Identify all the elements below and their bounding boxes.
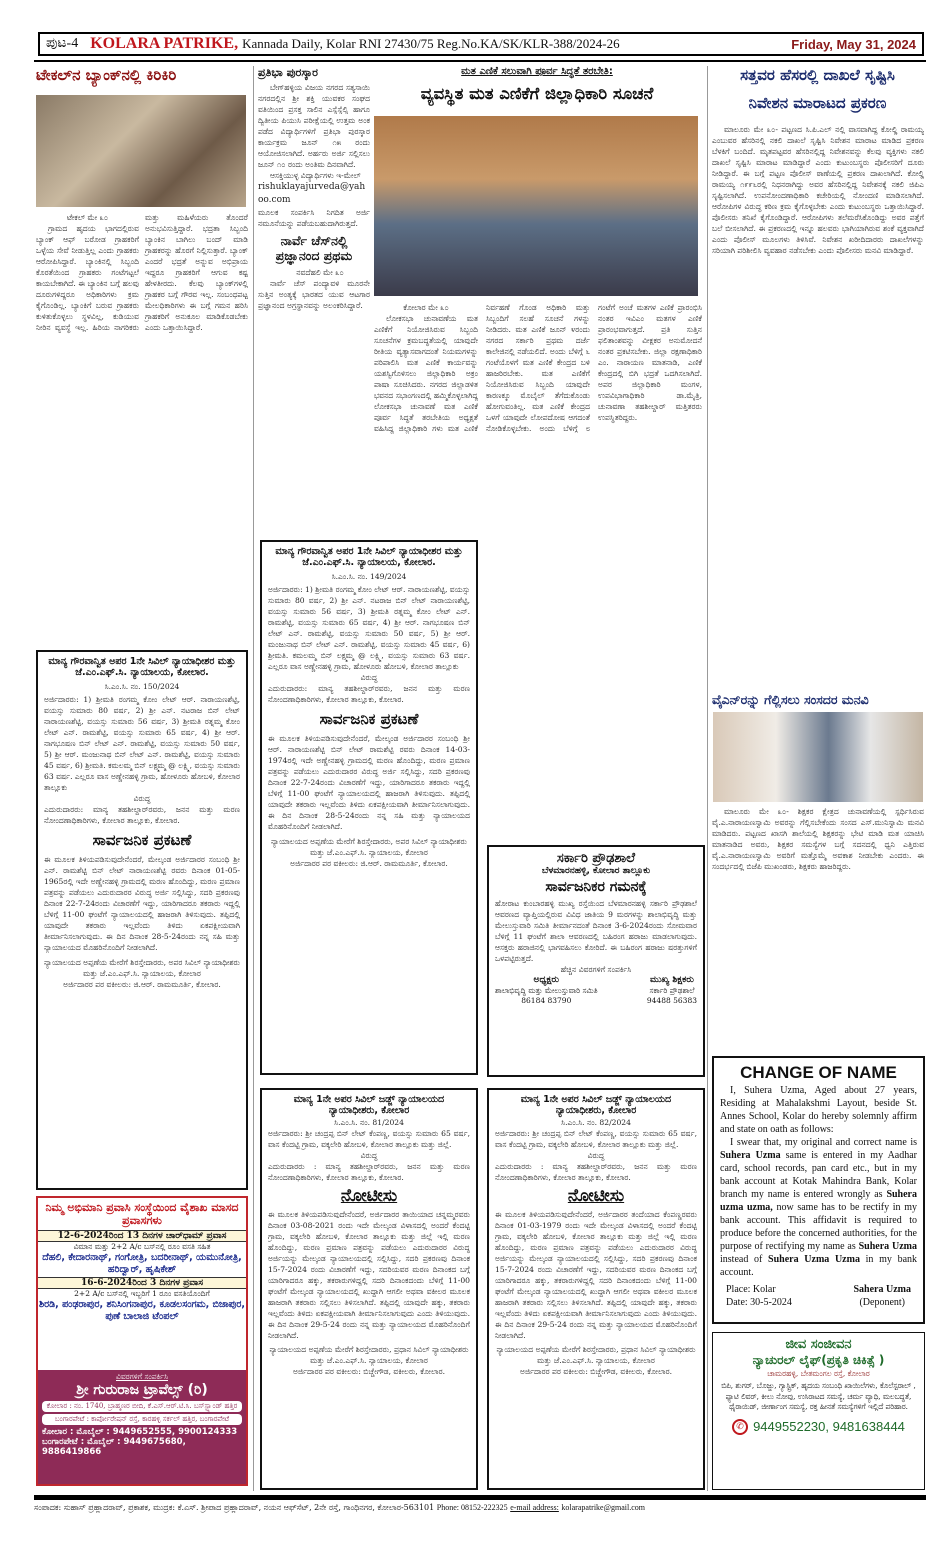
footer-phone: Phone: 08152-222325 bbox=[436, 1503, 508, 1512]
masthead bbox=[38, 32, 924, 56]
fake-doc-headline-1: ಸತ್ತವರ ಹೆಸರಲ್ಲಿ ದಾಖಲೆ ಸೃಷ್ಟಿಸಿ bbox=[740, 66, 895, 84]
court-notice-82 bbox=[487, 1088, 705, 1490]
travel-company: ಶ್ರೀ ಗುರುರಾಜ ಟ್ರಾವೆಲ್ಸ್ (ರಿ) bbox=[76, 1382, 208, 1398]
footer-email-label: e-mail address: bbox=[510, 1503, 559, 1512]
headmaster-contact bbox=[647, 975, 697, 1005]
chess-headline: ನಾರ್ವೆ ಚೆಸ್‌ನಲ್ಲಿ ಪ್ರಜ್ಞಾನಂದ ಪ್ರಥಮ bbox=[275, 233, 353, 264]
school-notice bbox=[487, 845, 705, 1077]
president-contact bbox=[495, 975, 598, 1005]
natural-life-ad bbox=[712, 1332, 925, 1490]
case-number: ಸಿ.ಎಂ.ಸಿ. ನಂ. 150/2024 bbox=[104, 681, 180, 691]
notice-sign: ನ್ಯಾಯಾಲಯದ ಅಪ್ಪಣೆಯ ಮೇರೆಗೆ ಶಿರಸ್ತೇದಾರರು, ಅಪರ ಸಿವಿಲ್ ನ್ಯಾಯಾಧೀಶರು ಮತ್ತು ಜೆ.ಎಂ.ಎಫ್.ಸಿ. ನ್ಯಾಯಾಲಯ, ಕೋಲಾರ bbox=[271, 836, 467, 857]
natural-address: ಚಾಮರಹಳ್ಳಿ, ಬೇತಮಂಗಲ ರಸ್ತೆ, ಕೋಲಾರ bbox=[767, 1368, 870, 1378]
notice-heading: ಸಾರ್ವಜನಿಕ ಪ್ರಕಟಣೆ bbox=[92, 830, 192, 849]
bank-photo bbox=[36, 95, 246, 207]
advocate: ಅರ್ಜಿದಾರರ ಪರ ವಕೀಲರು: ಜಿ.ಆರ್. ರಾಮಮೂರ್ತಿ, ಕೋಲಾರ. bbox=[63, 979, 221, 989]
notice-sign: ನ್ಯಾಯಾಲಯದ ಅಪ್ಪಣೆಯ ಮೇರೆಗೆ ಶಿರಸ್ತೇದಾರರು, ಪ್ರಧಾನ ಸಿವಿಲ್ ನ್ಯಾಯಾಧೀಶರು ಮತ್ತು ಜೆ.ಎಂ.ಎಫ್.ಸಿ. ನ್ಯಾಯಾಲಯ, ಕೋಲಾರ bbox=[496, 1344, 696, 1365]
newspaper-registration: Kannada Daily, Kolar RNI 27430/75 Reg.No.KA/SK/KLR-388/2024-26 bbox=[242, 36, 620, 51]
trip-1: 12-6-2024ರಿಂದ 13 ದಿನಗಳ ಚಾರ್‌ಧಾಮ್ ಪ್ರವಾಸ bbox=[38, 1230, 246, 1242]
petitioners: ಅರ್ಜಿದಾರರು: 1) ಶ್ರೀಮತಿ ರಂಗಮ್ಮ ಕೋಂ ಲೇಟ್ ಆರ್. ನಾರಾಯಣಶೆಟ್ಟಿ, ವಯಸ್ಸು ಸುಮಾರು 80 ವರ್ಷ, 2) ಶ್ರೀ ಎನ್. ನಟರಾಜ ಬಿನ್ ಲೇಟ್ ನಾರಾಯಣಶೆಟ್ಟಿ, ವಯಸ್ಸು ಸುಮಾರು 56 ವರ್ಷ, 3) ಶ್ರೀಮತಿ ರತ್ನಮ್ಮ ಕೋಂ ಲೇಟ್ ಎನ್. ರಾಮಶೆಟ್ಟಿ, ವಯಸ್ಸು ಸುಮಾರು 65 ವರ್ಷ, 4) ಶ್ರೀ ಆರ್. ನಾಗಭೂಷಣ ಬಿನ್ ಲೇಟ್ ಎನ್. ರಾಮಶೆಟ್ಟಿ, ವಯಸ್ಸು ಸುಮಾರು 50 ವರ್ಷ, 5) ಶ್ರೀ ಆರ್. ಮಂಜುನಾಥ ಬಿನ್ ಲೇಟ್ ಎನ್. ರಾಮಶೆಟ್ಟಿ, ವಯಸ್ಸು ಸುಮಾರು 45 ವರ್ಷ, 6) ಶ್ರೀಮತಿ. ಕಮಲಮ್ಮ ಬಿನ್ ಲಕ್ಷ್ಮಮ್ಮ @ ಲಕ್ಷ್ಮಿ, ವಯಸ್ಸು ಸುಮಾರು 63 ವರ್ಷ. ಎಲ್ಲರೂ ವಾಸ ಅಣ್ಣೇನಹಳ್ಳಿ ಗ್ರಾಮ, ಹೋಳೂರು ಹೋಬಳಿ, ಕೋಲಾರ ತಾಲ್ಲೂಕು bbox=[44, 694, 240, 792]
page-number: ಪುಟ-4 bbox=[46, 36, 79, 51]
article-body: ಗ್ರಾಮದ ಹೃದಯ ಭಾಗದಲ್ಲಿರುವ ಬ್ಯಾಂಕ್ ಆಫ್ ಬರೋಡ ಗ್ರಾಹಕರಿಗೆ ಒಳ್ಳೆಯ ಸೇವೆ ನೀಡುತ್ತಿಲ್ಲ ಎಂದು ಗ್ರಾಹಕರು ಆರೋಪಿಸಿದ್ದಾರೆ. ಬ್ಯಾಂಕಿನಲ್ಲಿ ಸಿಬ್ಬಂದಿ ಕೊರತೆಯಿಂದ ಗ್ರಾಹಕರು ಗಂಟೆಗಟ್ಟಲೆ ಕಾಯಬೇಕಾಗಿದೆ. ಈ ಬ್ಯಾಂಕಿನ ಬಗ್ಗೆ ಹಲವು ದೂರುಗಳಿದ್ದರೂ ಅಧಿಕಾರಿಗಳು ಕ್ರಮ ಕೈಗೊಂಡಿಲ್ಲ. ಬ್ಯಾಂಕಿಗೆ ಬರುವ ಗ್ರಾಹಕರು ಕುಳಿತುಕೊಳ್ಳಲು ಸ್ಥಳವಿಲ್ಲ, ಕುಡಿಯುವ ನೀರಿನ ವ್ಯವಸ್ಥೆ ಇಲ್ಲ. ಹಿರಿಯ ನಾಗರಿಕರು ಮತ್ತು ಮಹಿಳೆಯರು ತೊಂದರೆ ಅನುಭವಿಸುತ್ತಿದ್ದಾರೆ. ಭದ್ರತಾ ಸಿಬ್ಬಂದಿ ಬ್ಯಾಂಕಿನ ಬಾಗಿಲು ಬಂದ್ ಮಾಡಿ ಗ್ರಾಹಕರನ್ನು ಹೊರಗೆ ನಿಲ್ಲಿಸುತ್ತಾರೆ. ಬ್ಯಾಂಕ್ ಎಂದರೆ ಭದ್ರತೆ ಅನ್ನುವ ಅಭಿಪ್ರಾಯ ಇದ್ದರೂ ಗ್ರಾಹಕರಿಗೆ ಆಗುವ ಕಷ್ಟ ಹೇಳತೀರದು. ಕೆಲವು ಬ್ಯಾಂಕ್‌ಗಳಲ್ಲಿ ಗ್ರಾಹಕರ ಬಗ್ಗೆ ಗೌರವ ಇಲ್ಲ. ಸಂಬಂಧಪಟ್ಟ ಮೇಲಧಿಕಾರಿಗಳು ಈ ಬಗ್ಗೆ ಗಮನ ಹರಿಸಿ ಗ್ರಾಹಕರಿಗೆ ಅನುಕೂಲ ಮಾಡಿಕೊಡಬೇಕು ಎಂದು ಒತ್ತಾಯಿಸಿದ್ದಾರೆ. bbox=[36, 213, 248, 332]
change-of-name-ad bbox=[712, 1056, 925, 1324]
president-title: ಅಧ್ಯಕ್ಷರು bbox=[533, 975, 560, 985]
respondents: ಎದುರುದಾರರು: ಮಾನ್ಯ ತಹಶೀಲ್ದಾರ್‌ರವರು, ಜನನ ಮತ್ತು ಮರಣ ನೋಂದಣಾಧಿಕಾರಿಗಳು, ಕೋಲಾರ ತಾಲ್ಲೂಕು, ಕೋಲಾರ. bbox=[268, 683, 470, 704]
trip-2-places: ಶಿರಡಿ, ಪಂಢರಾಪುರ, ಶನಿಸಿಂಗನಾಪುರ, ಕೂಡಲಸಂಗಮ, ಬಿಜಾಪುರ, ಪುಣೆ ಬಾಲಾಜಿ ಟೆಂಪಲ್ bbox=[38, 1299, 246, 1322]
text: I swear that, my original and correct name is bbox=[730, 1137, 917, 1149]
article-body: ಮಾಲೂರು ಮೇ ೩೦- ಪಟ್ಟಣದ ಸಿ.ಪಿ.ಎಲ್ ನಲ್ಲಿ ವಾಸವಾಗಿದ್ದ ಕೋಲ್ಡಿ ರಾಮಯ್ಯ ಎಂಬುವರ ಹೆಸರಿನಲ್ಲಿ ನಕಲಿ ದಾಖಲೆ ಸೃಷ್ಟಿಸಿ ನಿವೇಶನ ಮಾರಾಟ ಮಾಡಿದ ಪ್ರಕರಣ ಬೆಳಕಿಗೆ ಬಂದಿದೆ. ಮೃತಪಟ್ಟವರ ಹೆಸರಿನಲ್ಲಿದ್ದ ನಿವೇಶನವನ್ನು ಕೆಲವು ವ್ಯಕ್ತಿಗಳು ನಕಲಿ ದಾಖಲೆ ಸೃಷ್ಟಿಸಿ ಮಾರಾಟ ಮಾಡಿದ್ದಾರೆ ಎಂದು ಕುಟುಂಬಸ್ಥರು ಪೊಲೀಸರಿಗೆ ದೂರು ನೀಡಿದ್ದಾರೆ. ಈ ಬಗ್ಗೆ ಪಟ್ಟಣ ಪೊಲೀಸ್ ಠಾಣೆಯಲ್ಲಿ ಪ್ರಕರಣ ದಾಖಲಾಗಿದೆ. ಕೋಲ್ಡಿ ರಾಮಯ್ಯ ೧೯೯೬ರಲ್ಲಿ ನಿಧನರಾಗಿದ್ದು ಅವರ ಹೆಸರಿನಲ್ಲಿದ್ದ ನಿವೇಶನಕ್ಕೆ ನಕಲಿ ಜಿಪಿಎ ಸೃಷ್ಟಿಸಲಾಗಿದೆ. ಉಪನೋಂದಣಾಧಿಕಾರಿ ಕಚೇರಿಯಲ್ಲಿ ನೋಂದಣಿ ಮಾಡಿಸಲಾಗಿದೆ. ಆರೋಪಿಗಳ ವಿರುದ್ಧ ಕಠಿಣ ಕ್ರಮ ಕೈಗೊಳ್ಳಬೇಕು ಎಂದು ಕುಟುಂಬಸ್ಥರು ಒತ್ತಾಯಿಸಿದ್ದಾರೆ. ಪೊಲೀಸರು ತನಿಖೆ ಕೈಗೊಂಡಿದ್ದಾರೆ. ಆರೋಪಿಗಳು ತಲೆಮರೆಸಿಕೊಂಡಿದ್ದು ಅವರ ಪತ್ತೆಗೆ ಬಲೆ ಬೀಸಲಾಗಿದೆ. ಈ ಪ್ರಕರಣದಲ್ಲಿ ಇನ್ನೂ ಹಲವರು ಭಾಗಿಯಾಗಿರುವ ಶಂಕೆ ವ್ಯಕ್ತವಾಗಿದೆ ಎಂದು ಪೊಲೀಸ್ ಮೂಲಗಳು ತಿಳಿಸಿವೆ. ನಿವೇಶನ ಖರೀದಿದಾರರು ದಾಖಲೆಗಳನ್ನು ಸರಿಯಾಗಿ ಪರಿಶೀಲಿಸಿ ವ್ಯವಹಾರ ನಡೆಸಬೇಕು ಎಂದು ಪೊಲೀಸರು ಮನವಿ ಮಾಡಿದ್ದಾರೆ. bbox=[712, 125, 924, 255]
notice-title: ಮಾನ್ಯ 1ನೇ ಅಪರ ಸಿವಿಲ್ ಜಡ್ಜ್ ನ್ಯಾಯಾಲಯದ ನ್ಯಾಯಾಧೀಶರು, ಕೋಲಾರ bbox=[520, 1094, 672, 1117]
issue-date: Friday, May 31, 2024 bbox=[791, 36, 916, 52]
phone-icon: ✆ bbox=[732, 1419, 748, 1435]
court-notice-150 bbox=[36, 650, 248, 1190]
advocate: ಅರ್ಜಿದಾರರ ಪರ ವಕೀಲರು: ಬಿಚ್ಚೇಗೌಡ, ವಕೀಲರು, ಕೋಲಾರ. bbox=[292, 1366, 446, 1376]
respondents: ಎದುರುದಾರರು : ಮಾನ್ಯ ತಹಶೀಲ್ದಾರ್‌ರವರು, ಜನನ ಮತ್ತು ಮರಣ ನೋಂದಣಾಧಿಕಾರಿಗಳು, ಕೋಲಾರ ತಾಲ್ಲೂಕು, ಕೋಲಾರ. bbox=[268, 1161, 470, 1182]
pratibha-article bbox=[258, 66, 370, 536]
change-of-name-title: CHANGE OF NAME bbox=[740, 1063, 897, 1082]
natural-title-1: ಜೀವ ಸಂಜೀವನ bbox=[785, 1337, 852, 1352]
footer-email[interactable]: kolarapatrike@gmail.com bbox=[561, 1503, 645, 1512]
school-text: ಹೋರಾಟ ಕುಂಬಾರಹಳ್ಳಿ ಮುಖ್ಯ ರಸ್ತೆಯಿಂದ ಬೆಳಮಾರನಹಳ್ಳಿ ಸರ್ಕಾರಿ ಪ್ರೌಢಶಾಲೆ ಆವರಣದ ವ್ಯಾಪ್ತಿಯಲ್ಲಿರುವ ವಿವಿಧ ಜಾತಿಯ 9 ಮರಗಳನ್ನು ಶಾಲಾಭಿವೃದ್ಧಿ ಮತ್ತು ಮೇಲುಸ್ತುವಾರಿ ಸಮಿತಿ ತೀರ್ಮಾನದಂತೆ ದಿನಾಂಕ 3-6-2024ರಂದು ಸೋಮವಾರ ಬೆಳಿಗ್ಗೆ 11 ಘಂಟೆಗೆ ಶಾಲಾ ಆವರಣದಲ್ಲಿ ಬಹಿರಂಗ ಹರಾಜು ಮಾಡಲಾಗುವುದು. ಆಸಕ್ತರು ಹರಾಜಿನಲ್ಲಿ ಭಾಗವಹಿಸಲು ಕೋರಿದೆ. ಈ ಬಹಿರಂಗ ಹರಾಜು ಷರತ್ತುಗಳಿಗೆ ಒಳಪಟ್ಟಿರುತ್ತದೆ. bbox=[495, 899, 697, 963]
versus: ವಿರುದ್ಧ bbox=[133, 793, 151, 803]
natural-text: ಬಿಪಿ, ಶುಗರ್, ಬೊಜ್ಜು, ಗ್ಯಾಸ್ಟ್ರಿಕ್, ಹೃದಯ ಸಂಬಂಧಿ ಖಾಯಿಲೆಗಳು, ಕೊಲೆಸ್ಟರಾಲ್ , ಫ್ಯಾಟಿ ಲಿವರ್, ಕೀಲು ನೋವು, ಉಸಿರಾಟದ ಸಮಸ್ಯೆ, ಚರ್ಮ ವ್ಯಾಧಿ, ಮಲಬದ್ಧತೆ, ಥೈರಾಯಿಡ್, ಜೀರ್ಣಾಂಗ ಸಮಸ್ಯೆ, ರಕ್ತ ಹೀನತೆ ಸಮಸ್ಯೆಗಳಿಗೆ ಇಲ್ಲಿದೆ ಪರಿಹಾರ. bbox=[721, 1380, 916, 1412]
case-number: ಸಿ.ಎಂ.ಸಿ. ನಂ. 81/2024 bbox=[334, 1117, 404, 1127]
court-notice-149 bbox=[260, 540, 478, 1075]
correct-name: Suhera Uzma bbox=[858, 1241, 917, 1253]
footer-imprint bbox=[34, 1495, 926, 1513]
pratibha-body bbox=[258, 82, 370, 229]
fake-doc-article bbox=[712, 124, 924, 686]
notice-title: ಮಾನ್ಯ ಗೌರವಾನ್ವಿತ ಅಪರ 1ನೇ ಸಿವಿಲ್ ನ್ಯಾಯಾಧೀಶರ ಮತ್ತು ಜೆ.ಎಂ.ಎಫ್.ಸಿ. ನ್ಯಾಯಾಲಯ, ಕೋಲಾರ. bbox=[275, 546, 463, 569]
signer: Sahera Uzma bbox=[853, 1284, 911, 1296]
dateline: ನವದೆಹಲಿ ಮೇ ೩೦ bbox=[296, 268, 344, 278]
yn-photo bbox=[713, 712, 923, 802]
contact-label: ವಿವರಗಳಿಗೆ ಸಂಪರ್ಕಿಸಿ bbox=[116, 1372, 168, 1381]
notice-text: ಈ ಮೂಲಕ ತಿಳಿಯಪಡಿಸುವುದೇನೆಂದರೆ, ಅರ್ಜಿದಾರರ ತಂದೆಯಾದ ಕೆಂಪಣ್ಣರವರು ದಿನಾಂಕ 01-03-1979 ರಂದು ಇದೇ ಮೇಲ್ಕಂಡ ವಿಳಾಸದಲ್ಲಿ ಅಂದರೆ ಕೆಂದಟ್ಟಿ ಗ್ರಾಮ, ವಕ್ಕಲೇರಿ ಹೋಬಳಿ, ಕೋಲಾರ ತಾಲ್ಲೂಕು ಮತ್ತು ಜಿಲ್ಲೆ ಇಲ್ಲಿ ಮರಣ ಹೊಂದಿದ್ದು, ಮರಣ ಪ್ರಮಾಣ ಪತ್ರವನ್ನು ಪಡೆಯಲು ಎದುರುದಾರರ ವಿರುದ್ಧ ಅರ್ಜಿಯನ್ನು ಮೇಲ್ಕಂಡ ನ್ಯಾಯಾಲಯದಲ್ಲಿ ಸಲ್ಲಿಸಿದ್ದು, ಸದರಿ ಪ್ರಕರಣವು ದಿನಾಂಕ 15-7-2024 ರಂದು ವಿಚಾರಣೆಗೆ ಇದ್ದು, ಸದರಿಯವರ ಮರಣ ದಿನಾಂಕದ ಬಗ್ಗೆ ಯಾರಿಗಾದರೂ ಹಕ್ಕು, ತಕರಾರುಗಳಿದ್ದಲ್ಲಿ ಸದರಿ ದಿನಾಂಕದಂದು ಬೆಳಿಗ್ಗೆ 11-00 ಘಂಟೆಗೆ ಮೇಲ್ಕಂಡ ನ್ಯಾಯಾಲಯದಲ್ಲಿ ಖುದ್ದಾಗಿ ಆಗಲೀ ಅಥವಾ ವಕೀಲರ ಮೂಲಕ ಹಾಜರಾಗಿ ತಕರಾರು ಸಲ್ಲಿಸಲು ತಿಳಿಸಲಾಗಿದೆ. ತಪ್ಪಿದಲ್ಲಿ ಯಾವುದೇ ಹಕ್ಕು, ತಕರಾರು ಇಲ್ಲವೆಂದು ತಿಳಿದು ಏಕಪಕ್ಷೀಯವಾಗಿ ತೀರ್ಮಾನಿಸಲಾಗುವುದು ಎಂದು ತಿಳಿಯುವುದು. ಈ ದಿನ ದಿನಾಂಕ 29-5-24 ರಂದು ನನ್ನ ಮತ್ತು ನ್ಯಾಯಾಲಯದ ಮೊಹರಿನೊಂದಿಗೆ ನೀಡಲಾಗಿದೆ. bbox=[495, 1209, 697, 1340]
dateline: ಟೇಕಲ್ ಮೇ ೩೦ bbox=[66, 213, 109, 222]
notice-heading: ನೋಟೀಸು bbox=[340, 1185, 398, 1206]
trip-2-note: 2+2 A/c ಬಸ್‌ನಲ್ಲಿ ಇಬ್ಬರಿಗೆ 1 ರೂಂ ವಸತಿಯೊಂದಿಗೆ bbox=[74, 1289, 210, 1299]
advocate: ಅರ್ಜಿದಾರರ ಪರ ವಕೀಲರು: ಜಿ.ಆರ್. ರಾಮಮೂರ್ತಿ, ಕೋಲಾರ. bbox=[290, 858, 448, 868]
versus: ವಿರುದ್ಧ bbox=[360, 1150, 378, 1160]
notice-title: ಮಾನ್ಯ 1ನೇ ಅಪರ ಸಿವಿಲ್ ಜಡ್ಜ್ ನ್ಯಾಯಾಲಯದ ನ್ಯಾಯಾಧೀಶರು, ಕೋಲಾರ bbox=[293, 1094, 445, 1117]
article-body: ಲೋಕಸಭಾ ಚುನಾವಣೆಯ ಮತ ಎಣಿಕೆಗೆ ನಿಯೋಜಿಸಿರುವ ಸಿಬ್ಬಂದಿ ಸೂಚನೆಗಳ ಕ್ರಮಬದ್ಧತೆಯಲ್ಲಿ ಯಾವುದೇ ರೀತಿಯ ವ್ಯತ್ಯಾಸವಾಗದಂತೆ ನಿಯಮಗಳನ್ನು ಪರಿಪಾಲಿಸಿ ಮತ ಎಣಿಕೆ ಕಾರ್ಯವನ್ನು ಯಶಸ್ವಿಗೊಳಿಸಲು ಜಿಲ್ಲಾಧಿಕಾರಿ ಅಕ್ರಂ ಪಾಷಾ ಸೂಚಿಸಿದರು. ನಗರದ ಜಿಲ್ಲಾಡಳಿತ ಭವನದ ಸಭಾಂಗಣದಲ್ಲಿ ಹಮ್ಮಿಕೊಳ್ಳಲಾಗಿದ್ದ ಲೋಕಸಭಾ ಚುನಾವಣೆ ಮತ ಎಣಿಕೆ ಪೂರ್ವ ಸಿದ್ಧತೆ ತರಬೇತಿಯ ಅಧ್ಯಕ್ಷತೆ ವಹಿಸಿದ್ದ ಜಿಲ್ಲಾಧಿಕಾರಿ ಗಳು ಮತ ಎಣಿಕೆ ನಿರ್ವಹಣೆ ಗೊಂಡ ಅಧಿಕಾರಿ ಮತ್ತು ಸಿಬ್ಬಂದಿಗೆ ಸಲಹೆ ಸೂಚನೆ ಗಳನ್ನು ನೀಡಿದರು. ಮತ ಎಣಿಕೆ ಜೂನ್ ೪ರಂದು ನಗರದ ಸರ್ಕಾರಿ ಪ್ರಥಮ ದರ್ಜೆ ಕಾಲೇಜಿನಲ್ಲಿ ನಡೆಯಲಿದೆ. ಅಂದು ಬೆಳಿಗ್ಗೆ ೬ ಗಂಟೆಯೊಳಗೆ ಮತ ಎಣಿಕೆ ಕೇಂದ್ರದ ಬಳಿ ಹಾಜರಿರಬೇಕು. ಮತ ಎಣಿಕೆಗೆ ನಿಯೋಜಿಸಿರುವ ಸಿಬ್ಬಂದಿ ಯಾವುದೇ ಕಾರಣಕ್ಕೂ ಮೊಬೈಲ್ ತೆಗೆದುಕೊಂಡು ಹೋಗುವಂತಿಲ್ಲ. ಮತ ಎಣಿಕೆ ಕೇಂದ್ರದ ಒಳಗೆ ಯಾವುದೇ ಲೋಪದೋಷ ಆಗದಂತೆ ನೋಡಿಕೊಳ್ಳಬೇಕು. ಅಂದು ಬೆಳಿಗ್ಗೆ ೮ ಗಂಟೆಗೆ ಅಂಚೆ ಮತಗಳ ಎಣಿಕೆ ಪ್ರಾರಂಭಿಸಿ ನಂತರ ಇವಿಎಂ ಮತಗಳ ಎಣಿಕೆ ಪ್ರಾರಂಭವಾಗುತ್ತದೆ. ಪ್ರತಿ ಸುತ್ತಿನ ಫಲಿತಾಂಶವನ್ನು ವೀಕ್ಷಕರ ಅನುಮೋದನೆ ನಂತರ ಪ್ರಕಟಿಸಬೇಕು. ಜಿಲ್ಲಾ ರಕ್ಷಣಾಧಿಕಾರಿ ಎಂ. ನಾರಾಯಣ ಮಾತನಾಡಿ, ಎಣಿಕೆ ಕೇಂದ್ರದಲ್ಲಿ ಬಿಗಿ ಭದ್ರತೆ ಒದಗಿಸಲಾಗಿದೆ. ಅಪರ ಜಿಲ್ಲಾಧಿಕಾರಿ ಮಂಗಳ, ಉಪವಿಭಾಗಾಧಿಕಾರಿ ಡಾ.ಮೈತ್ರಿ, ಚುನಾವಣಾ ತಹಶೀಲ್ದಾರ್ ಮತ್ತಿತರರು ಉಪಸ್ಥಿತರಿದ್ದರು. bbox=[374, 303, 702, 433]
wrong-name: Suhera uzma uzma, bbox=[720, 1189, 917, 1214]
wrong-name: Suhera Uzma Uzma bbox=[768, 1254, 860, 1266]
main-kicker: ಮತ ಎಣಿಕೆ ಸಲುವಾಗಿ ಪೂರ್ವ ಸಿದ್ಧತೆ ತರಬೇತಿ: bbox=[461, 66, 613, 77]
pratibha-headline: ಪ್ರತಿಭಾ ಪುರಸ್ಕಾರ bbox=[258, 66, 318, 79]
trip-2: 16-6-2024ರಿಂದ 3 ದಿನಗಳ ಪ್ರವಾಸ bbox=[38, 1277, 246, 1289]
headmaster-org: ಸರ್ಕಾರಿ ಪ್ರೌಢಶಾಲೆ bbox=[649, 985, 695, 995]
article-body: ನಾರ್ವೆ ಚೆಸ್ ಪಂದ್ಯಾವಳಿ ಮೂರನೇ ಸುತ್ತಿನ ಅಂತ್ಯಕ್ಕೆ ಭಾರತದ ಯುವ ಆಟಗಾರ ಪ್ರಜ್ಞಾನಂದ ಅಗ್ರಸ್ಥಾನವನ್ನು ಅಲಂಕರಿಸಿದ್ದಾರೆ. bbox=[258, 279, 370, 311]
notice-title: ಮಾನ್ಯ ಗೌರವಾನ್ವಿತ ಅಪರ 1ನೇ ಸಿವಿಲ್ ನ್ಯಾಯಾಧೀಶರ ಮತ್ತು ಜೆ.ಎಂ.ಎಫ್.ಸಿ. ನ್ಯಾಯಾಲಯ, ಕೋಲಾರ. bbox=[48, 656, 236, 679]
newspaper-name: KOLARA PATRIKE, bbox=[90, 35, 239, 52]
advocate: ಅರ್ಜಿದಾರರ ಪರ ವಕೀಲರು: ಬಿಚ್ಚೇಗೌಡ, ವಕೀಲರು, ಕೋಲಾರ. bbox=[519, 1366, 673, 1376]
yn-headline: ವೈಎನ್‌ರನ್ನು ಗೆಲ್ಲಿಸಲು ಸಂಸದರ ಮನವಿ bbox=[712, 692, 869, 707]
respondents: ಎದುರುದಾರರು: ಮಾನ್ಯ ತಹಶೀಲ್ದಾರ್‌ರವರು, ಜನನ ಮತ್ತು ಮರಣ ನೋಂದಣಾಧಿಕಾರಿಗಳು, ಕೋಲಾರ ತಾಲ್ಲೂಕು, ಕೋಲಾರ. bbox=[44, 804, 240, 825]
dateline: ಕೋಲಾರ ಮೇ ೩೦ bbox=[403, 303, 449, 312]
versus: ವಿರುದ್ಧ bbox=[360, 672, 378, 682]
article-body: ಬೇಗ್‌ಹಳ್ಳಿಯ ವಿಜಯ ನಗರದ ಸತ್ಯಸಾಯಿ ನಗರದಲ್ಲಿನ ಶ್ರೀ ಶಕ್ತಿ ಯುವಕರ ಸಂಘದ ವತಿಯಿಂದ ಪ್ರಸಕ್ತ ಸಾಲಿನ ಎಸ್ಸೆಸ್ಸೆಲ್ಸಿ ಹಾಗೂ ದ್ವಿತೀಯ ಪಿಯುಸಿ ಪರೀಕ್ಷೆಯಲ್ಲಿ ಉತ್ತಮ ಅಂಕ ಪಡೆದ ವಿದ್ಯಾರ್ಥಿಗಳಿಗೆ ಪ್ರತಿಭಾ ಪುರಸ್ಕಾರ ಕಾರ್ಯಕ್ರಮ ಜೂನ್ ೧೫ ರಂದು ಆಯೋಜಿಸಲಾಗಿದೆ. ಅರ್ಹರು ಅರ್ಜಿ ಸಲ್ಲಿಸಲು ಜೂನ್ ೧೦ ರಂದು ಅಂತಿಮ ದಿನವಾಗಿದೆ. bbox=[258, 83, 370, 170]
contact-label: ಹೆಚ್ಚಿನ ವಿವರಗಳಿಗೆ ಸಂಪರ್ಕಿಸಿ bbox=[560, 965, 632, 974]
notice-heading: ನೋಟೀಸು bbox=[567, 1185, 625, 1206]
respondents: ಎದುರುದಾರರು : ಮಾನ್ಯ ತಹಶೀಲ್ದಾರ್‌ರವರು, ಜನನ ಮತ್ತು ಮರಣ ನೋಂದಣಾಧಿಕಾರಿಗಳು, ಕೋಲಾರ ತಾಲ್ಲೂಕು, ಕೋಲಾರ. bbox=[495, 1161, 697, 1182]
column-rule bbox=[253, 66, 254, 1491]
correct-name: Suhera Uzma bbox=[720, 1150, 781, 1162]
yn-article bbox=[712, 806, 924, 1050]
fake-doc-headline-2: ನಿವೇಶನ ಮಾರಾಟದ ಪ್ರಕರಣ bbox=[748, 94, 887, 112]
text: instead of bbox=[720, 1254, 769, 1266]
notice-text: ಈ ಮೂಲಕ ತಿಳಿಯಪಡಿಸುವುದೇನೆಂದರೆ, ಅರ್ಜಿದಾರರ ತಾಯಿಯಾದ ಚನ್ನಮ್ಮರವರು ದಿನಾಂಕ 03-08-2021 ರಂದು ಇದೇ ಮೇಲ್ಕಂಡ ವಿಳಾಸದಲ್ಲಿ ಅಂದರೆ ಕೆಂದಟ್ಟಿ ಗ್ರಾಮ, ವಕ್ಕಲೇರಿ ಹೋಬಳಿ, ಕೋಲಾರ ತಾಲ್ಲೂಕು ಮತ್ತು ಜಿಲ್ಲೆ ಇಲ್ಲಿ ಮರಣ ಹೊಂದಿದ್ದು, ಮರಣ ಪ್ರಮಾಣ ಪತ್ರವನ್ನು ಪಡೆಯಲು ಎದುರುದಾರರ ವಿರುದ್ಧ ಅರ್ಜಿಯನ್ನು ಮೇಲ್ಕಂಡ ನ್ಯಾಯಾಲಯದಲ್ಲಿ ಸಲ್ಲಿಸಿದ್ದು, ಸದರಿ ಪ್ರಕರಣವು ದಿನಾಂಕ 15-7-2024 ರಂದು ವಿಚಾರಣೆಗೆ ಇದ್ದು, ಸದರಿಯವರ ಮರಣ ದಿನಾಂಕದ ಬಗ್ಗೆ ಯಾರಿಗಾದರೂ ಹಕ್ಕು, ತಕರಾರುಗಳಿದ್ದಲ್ಲಿ ಸದರಿ ದಿನಾಂಕದಂದು ಬೆಳಿಗ್ಗೆ 11-00 ಘಂಟೆಗೆ ಮೇಲ್ಕಂಡ ನ್ಯಾಯಾಲಯದಲ್ಲಿ ಖುದ್ದಾಗಿ ಆಗಲೀ ಅಥವಾ ವಕೀಲರ ಮೂಲಕ ಹಾಜರಾಗಿ ತಕರಾರು ಸಲ್ಲಿಸಲು ತಿಳಿಸಲಾಗಿದೆ. ತಪ್ಪಿದಲ್ಲಿ ಯಾವುದೇ ಹಕ್ಕು, ತಕರಾರು ಇಲ್ಲವೆಂದು ತಿಳಿದು ಏಕಪಕ್ಷೀಯವಾಗಿ ತೀರ್ಮಾನಿಸಲಾಗುವುದು ಎಂದು ತಿಳಿಯುವುದು. ಈ ದಿನ ದಿನಾಂಕ 29-5-24 ರಂದು ನನ್ನ ಮತ್ತು ನ್ಯಾಯಾಲಯದ ಮೊಹರಿನೊಂದಿಗೆ ನೀಡಲಾಗಿದೆ. bbox=[268, 1209, 470, 1340]
trip-1-places: ದೆಹಲಿ, ಕೇದಾರನಾಥ್, ಗಂಗೋತ್ರಿ, ಬದರೀನಾಥ್, ಯಮುನೋತ್ರಿ, ಹರಿದ್ವಾರ್, ಹೃಷಿಕೇಶ್ bbox=[42, 1252, 242, 1275]
affidavit-intro: I, Suhera Uzma, Aged about 27 years, Residing at Mahalakshmi Layout, beside St. Annes School, Kolar do hereby solemnly affirm and state on oath as follows: bbox=[720, 1085, 917, 1136]
notice-sign: ನ್ಯಾಯಾಲಯದ ಅಪ್ಪಣೆಯ ಮೇರೆಗೆ ಶಿರಸ್ತೇದಾರರು, ಪ್ರಧಾನ ಸಿವಿಲ್ ನ್ಯಾಯಾಧೀಶರು ಮತ್ತು ಜೆ.ಎಂ.ಎಫ್.ಸಿ. ನ್ಯಾಯಾಲಯ, ಕೋಲಾರ bbox=[269, 1344, 469, 1365]
petitioners: ಅರ್ಜಿದಾರರು: ಶ್ರೀ ಚಂದ್ರಪ್ಪ ಬಿನ್ ಲೇಟ್ ಕೆಂಪಣ್ಣ, ವಯಸ್ಸು ಸುಮಾರು 65 ವರ್ಷ, ವಾಸ ಕೆಂದಟ್ಟಿ ಗ್ರಾಮ, ವಕ್ಕಲೇರಿ ಹೋಬಳಿ, ಕೋಲಾರ ತಾಲ್ಲೂಕು ಮತ್ತು ಜಿಲ್ಲೆ. bbox=[495, 1128, 697, 1149]
school-place: ಬೆಳಮಾರನಹಳ್ಳಿ, ಕೋಲಾರ ತಾಲ್ಲೂಕು bbox=[541, 866, 651, 876]
case-number: ಸಿ.ಎಂ.ಸಿ. ನಂ. 149/2024 bbox=[331, 571, 407, 581]
notice-sign: ನ್ಯಾಯಾಲಯದ ಅಪ್ಪಣೆಯ ಮೇರೆಗೆ ಶಿರಸ್ತೇದಾರರು, ಅಪರ ಸಿವಿಲ್ ನ್ಯಾಯಾಧೀಶರು ಮತ್ತು ಜೆ.ಎಂ.ಎಫ್.ಸಿ. ನ್ಯಾಯಾಲಯ, ಕೋಲಾರ bbox=[44, 957, 240, 978]
versus: ವಿರುದ್ಧ bbox=[587, 1150, 605, 1160]
bangarpet-phones: ಬಂಗಾರಪೇಟೆ : ಮೊಬೈಲ್ : 9449675680, 9886419866 bbox=[42, 1436, 186, 1458]
masthead-rule bbox=[34, 60, 926, 62]
trip-1-note: ವಿಮಾನ ಮತ್ತು 2+2 A/c ಬಸ್‌ನಲ್ಲಿ ರೂಂ ವಸತಿ ಸಹಿತ bbox=[73, 1242, 211, 1252]
president-org: ಶಾಲಾಭಿವೃದ್ಧಿ ಮತ್ತು ಮೇಲುಸ್ತುವಾರಿ ಸಮಿತಿ bbox=[495, 985, 598, 995]
headmaster-phone: 94488 56383 bbox=[646, 995, 697, 1005]
bangarpet-address: ಬಂಗಾರಪೇಟೆ : ಕಾರ್ಪೋರೇಷನ್ ರಸ್ತೆ, ಕಾರಹಳ್ಳಿ ಸರ್ಕಲ್ ಹತ್ತಿರ, ಬಂಗಾರಪೇಟೆ bbox=[42, 1414, 242, 1425]
travel-headline: ನಿಮ್ಮ ಅಭಿಮಾನಿ ಪ್ರವಾಸಿ ಸಂಸ್ಥೆಯಿಂದ ವೈಶಾಖ ಮಾಸದ ಪ್ರವಾಸಗಳು bbox=[45, 1201, 239, 1228]
headmaster-title: ಮುಖ್ಯ ಶಿಕ್ಷಕರು bbox=[650, 975, 694, 985]
date: Date: 30-5-2024 bbox=[726, 1297, 792, 1309]
column-rule bbox=[707, 66, 708, 1491]
main-photo bbox=[374, 116, 698, 296]
text: same is entered in my Aadhar card, school records, pan card etc., but in my bank account at Kotak Mahindra Bank, Kolar branch my name is entered wrongly as bbox=[720, 1150, 917, 1201]
natural-phone: 9449552230, 9481638444 bbox=[753, 1419, 905, 1435]
place: Place: Kolar bbox=[726, 1284, 776, 1296]
court-notice-81 bbox=[260, 1088, 478, 1490]
notice-heading: ಸಾರ್ವಜನಿಕ ಪ್ರಕಟಣೆ bbox=[319, 709, 419, 728]
petitioners: ಅರ್ಜಿದಾರರು: ಶ್ರೀ ಚಂದ್ರಪ್ಪ ಬಿನ್ ಲೇಟ್ ಕೆಂಪಣ್ಣ, ವಯಸ್ಸು ಸುಮಾರು 65 ವರ್ಷ, ವಾಸ ಕೆಂದಟ್ಟಿ ಗ್ರಾಮ, ವಕ್ಕಲೇರಿ ಹೋಬಳಿ, ಕೋಲಾರ ತಾಲ್ಲೂಕು ಮತ್ತು ಜಿಲ್ಲೆ. bbox=[268, 1128, 470, 1149]
notice-text: ಈ ಮೂಲಕ ತಿಳಿಯಪಡಿಸುವುದೇನೆಂದರೆ, ಮೇಲ್ಕಂಡ ಅರ್ಜಿದಾರರ ಸಂಬಂಧಿ ಶ್ರೀ ಎನ್. ರಾಮಶೆಟ್ಟಿ ಬಿನ್ ಲೇಟ್ ನಾರಾಯಣಶೆಟ್ಟಿ ರವರು ದಿನಾಂಕ 01-05-1965ರಲ್ಲಿ ಇದೇ ಅಣ್ಣೇನಹಳ್ಳಿ ಗ್ರಾಮದಲ್ಲಿ ಮರಣ ಹೊಂದಿದ್ದು, ಮರಣ ಪ್ರಮಾಣ ಪತ್ರವನ್ನು ಪಡೆಯಲು ಎದುರುದಾರರ ವಿರುದ್ಧ ಅರ್ಜಿ ಸಲ್ಲಿಸಿದ್ದು, ಸದರಿ ಪ್ರಕರಣವು ದಿನಾಂಕ 22-7-24ರಂದು ವಿಚಾರಣೆಗೆ ಇದ್ದು, ಯಾರಿಗಾದರೂ ತಕರಾರು ಇದ್ದಲ್ಲಿ ಬೆಳಿಗ್ಗೆ 11-00 ಘಂಟೆಗೆ ನ್ಯಾಯಾಲಯದಲ್ಲಿ ಹಾಜರಾಗಿ ತಿಳಿಸುವುದು. ತಪ್ಪಿದಲ್ಲಿ ಯಾವುದೇ ತಕರಾರು ಇಲ್ಲವೆಂದು ತಿಳಿದು ಏಕಪಕ್ಷೀಯವಾಗಿ ತೀರ್ಮಾನಿಸಲಾಗುವುದು. ಈ ದಿನ ದಿನಾಂಕ 28-5-24ರಂದು ನನ್ನ ಸಹಿ ಮತ್ತು ನ್ಯಾಯಾಲಯದ ಮೊಹರಿನೊಂದಿಗೆ ನೀಡಲಾಗಿದೆ. bbox=[44, 854, 240, 952]
text: in my bank account. bbox=[720, 1254, 918, 1279]
bank-headline: ಟೇಕಲ್‌ನ ಬ್ಯಾಂಕ್‌ನಲ್ಲಿ ಕಿರಿಕಿರಿ bbox=[36, 66, 177, 84]
natural-title-2: ನ್ಯಾಚುರಲ್ ಲೈಫ್(ಪ್ರಕೃತಿ ಚಿಕಿತ್ಸೆ ) bbox=[752, 1352, 885, 1367]
article-body: ಮಾಲೂರು ಮೇ ೩೦- ಶಿಕ್ಷಕರ ಕ್ಷೇತ್ರದ ಚುನಾವಣೆಯಲ್ಲಿ ಸ್ಪರ್ಧಿಸಿರುವ ವೈ.ಎ.ನಾರಾಯಣಸ್ವಾಮಿ ಅವರನ್ನು ಗೆಲ್ಲಿಸಬೇಕೆಂದು ಸಂಸದ ಎಸ್.ಮುನಿಸ್ವಾಮಿ ಮನವಿ ಮಾಡಿದರು. ಪಟ್ಟಣದ ಖಾಸಗಿ ಶಾಲೆಯಲ್ಲಿ ಶಿಕ್ಷಕರನ್ನು ಭೇಟಿ ಮಾಡಿ ಮತ ಯಾಚಿಸಿ ಮಾತನಾಡಿದ ಅವರು, ಶಿಕ್ಷಕರ ಸಮಸ್ಯೆಗಳ ಬಗ್ಗೆ ಸದನದಲ್ಲಿ ಧ್ವನಿ ಎತ್ತಿರುವ ವೈ.ಎ.ನಾರಾಯಣಸ್ವಾಮಿ ಅವರಿಗೆ ಮತ್ತೊಮ್ಮೆ ಅವಕಾಶ ನೀಡಬೇಕು ಎಂದರು. ಈ ಸಂದರ್ಭದಲ್ಲಿ ಬಿಜೆಪಿ ಮುಖಂಡರು, ಶಿಕ್ಷಕರು ಹಾಜರಿದ್ದರು. bbox=[712, 807, 924, 871]
president-phone: 86184 83790 bbox=[521, 995, 572, 1005]
text: now same has to be rectify in my bank account. This affidavit is required to produce before the concerned authorities, for the purpose of rectifying my name as bbox=[720, 1202, 917, 1253]
kolar-phones: ಕೋಲಾರ : ಮೊಬೈಲ್ : 9449652555, 9900124333 bbox=[42, 1426, 238, 1437]
contact-email: rishuklayajurveda@yahoo.com bbox=[258, 182, 366, 206]
notice-text: ಈ ಮೂಲಕ ತಿಳಿಯಪಡಿಸುವುದೇನೆಂದರೆ, ಮೇಲ್ಕಂಡ ಅರ್ಜಿದಾರರ ಸಂಬಂಧಿ ಶ್ರೀ ಆರ್. ನಾರಾಯಣಶೆಟ್ಟಿ ಬಿನ್ ಲೇಟ್ ರಾಮಶೆಟ್ಟಿ ರವರು ದಿನಾಂಕ 14-03-1974ರಲ್ಲಿ ಇದೇ ಅಣ್ಣೇನಹಳ್ಳಿ ಗ್ರಾಮದಲ್ಲಿ ಮರಣ ಹೊಂದಿದ್ದು, ಮರಣ ಪ್ರಮಾಣ ಪತ್ರವನ್ನು ಪಡೆಯಲು ಎದುರುದಾರರ ವಿರುದ್ಧ ಅರ್ಜಿ ಸಲ್ಲಿಸಿದ್ದು, ಸದರಿ ಪ್ರಕರಣವು ದಿನಾಂಕ 22-7-24ರಂದು ವಿಚಾರಣೆಗೆ ಇದ್ದು, ಯಾರಿಗಾದರೂ ತಕರಾರು ಇದ್ದಲ್ಲಿ ಬೆಳಿಗ್ಗೆ 11-00 ಘಂಟೆಗೆ ನ್ಯಾಯಾಲಯದಲ್ಲಿ ಹಾಜರಾಗಿ ತಿಳಿಸುವುದು. ತಪ್ಪಿದಲ್ಲಿ ಯಾವುದೇ ತಕರಾರು ಇಲ್ಲವೆಂದು ತಿಳಿದು ಏಕಪಕ್ಷೀಯವಾಗಿ ತೀರ್ಮಾನಿಸಲಾಗುವುದು. ಈ ದಿನ ದಿನಾಂಕ 28-5-24ರಂದು ನನ್ನ ಸಹಿ ಮತ್ತು ನ್ಯಾಯಾಲಯದ ಮೊಹರಿನೊಂದಿಗೆ ನೀಡಲಾಗಿದೆ. bbox=[268, 733, 470, 831]
travel-contact-panel bbox=[38, 1370, 246, 1484]
deponent-label: (Deponent) bbox=[859, 1297, 906, 1309]
main-headline: ವ್ಯವಸ್ಥಿತ ಮತ ಎಣಿಕೆಗೆ ಜಿಲ್ಲಾಧಿಕಾರಿ ಸೂಚನೆ bbox=[420, 84, 654, 103]
bank-article bbox=[36, 212, 248, 644]
case-number: ಸಿ.ಎಂ.ಸಿ. ನಂ. 82/2024 bbox=[561, 1117, 631, 1127]
kolar-address: ಕೋಲಾರ : ನಂ. 1740, ಬ್ರಾಹ್ಮಣರ ಬೀದಿ, ಕೆ.ಎಸ್.ಆರ್.ಟಿ.ಸಿ. ಬಸ್‌ಸ್ಟ್ಯಾಂಡ್ ಹತ್ತಿರ bbox=[42, 1401, 242, 1412]
article-body: ಮೂಲಕ ಸಂಪರ್ಕಿಸಿ ನಿಗದಿತ ಅರ್ಜಿ ನಮೂನೆಯನ್ನು ಪಡೆಯಬಹುದಾಗಿರುತ್ತದೆ. bbox=[258, 208, 370, 229]
article-body: ಆಸಕ್ತಿಯುಳ್ಳ ವಿದ್ಯಾರ್ಥಿಗಳು ಇ-ಮೇಲ್ bbox=[270, 171, 361, 181]
school-heading: ಸಾರ್ವಜನಿಕರ ಗಮನಕ್ಕೆ bbox=[545, 879, 647, 895]
imprint-text: ಸಂಪಾದಕ: ಸುಹಾಸ್ ಪ್ರಹ್ಲಾದರಾವ್, ಪ್ರಕಾಶಕ, ಮುದ್ರಕ: ಕೆ.ಎಸ್. ಶ್ರೀಪಾದ ಪ್ರಹ್ಲಾದರಾವ್, ನಯನ ಆಫ್‌ಸೆಟ್, 2ನೇ ರಸ್ತೆ, ಗಾಂಧಿನಗರ, ಕೋಲಾರ-563101 bbox=[34, 1503, 435, 1512]
affidavit-statement bbox=[720, 1136, 917, 1279]
travel-ad bbox=[36, 1196, 248, 1486]
petitioners: ಅರ್ಜಿದಾರರು: 1) ಶ್ರೀಮತಿ ರಂಗಮ್ಮ ಕೋಂ ಲೇಟ್ ಆರ್. ನಾರಾಯಣಶೆಟ್ಟಿ, ವಯಸ್ಸು ಸುಮಾರು 80 ವರ್ಷ, 2) ಶ್ರೀ ಎನ್. ನಟರಾಜ ಬಿನ್ ಲೇಟ್ ನಾರಾಯಣಶೆಟ್ಟಿ, ವಯಸ್ಸು ಸುಮಾರು 56 ವರ್ಷ, 3) ಶ್ರೀಮತಿ ರತ್ನಮ್ಮ ಕೋಂ ಲೇಟ್ ಎನ್. ರಾಮಶೆಟ್ಟಿ, ವಯಸ್ಸು ಸುಮಾರು 65 ವರ್ಷ, 4) ಶ್ರೀ ಆರ್. ನಾಗಭೂಷಣ ಬಿನ್ ಲೇಟ್ ಎನ್. ರಾಮಶೆಟ್ಟಿ, ವಯಸ್ಸು ಸುಮಾರು 50 ವರ್ಷ, 5) ಶ್ರೀ ಆರ್. ಮಂಜುನಾಥ ಬಿನ್ ಲೇಟ್ ಎನ್. ರಾಮಶೆಟ್ಟಿ, ವಯಸ್ಸು ಸುಮಾರು 45 ವರ್ಷ, 6) ಶ್ರೀಮತಿ. ಕಮಲಮ್ಮ ಬಿನ್ ಲಕ್ಷ್ಮಮ್ಮ @ ಲಕ್ಷ್ಮಿ, ವಯಸ್ಸು ಸುಮಾರು 63 ವರ್ಷ. ಎಲ್ಲರೂ ವಾಸ ಅಣ್ಣೇನಹಳ್ಳಿ ಗ್ರಾಮ, ಹೋಳೂರು ಹೋಬಳಿ, ಕೋಲಾರ ತಾಲ್ಲೂಕು bbox=[268, 584, 470, 671]
school-title: ಸರ್ಕಾರಿ ಪ್ರೌಢಶಾಲೆ bbox=[556, 851, 636, 866]
